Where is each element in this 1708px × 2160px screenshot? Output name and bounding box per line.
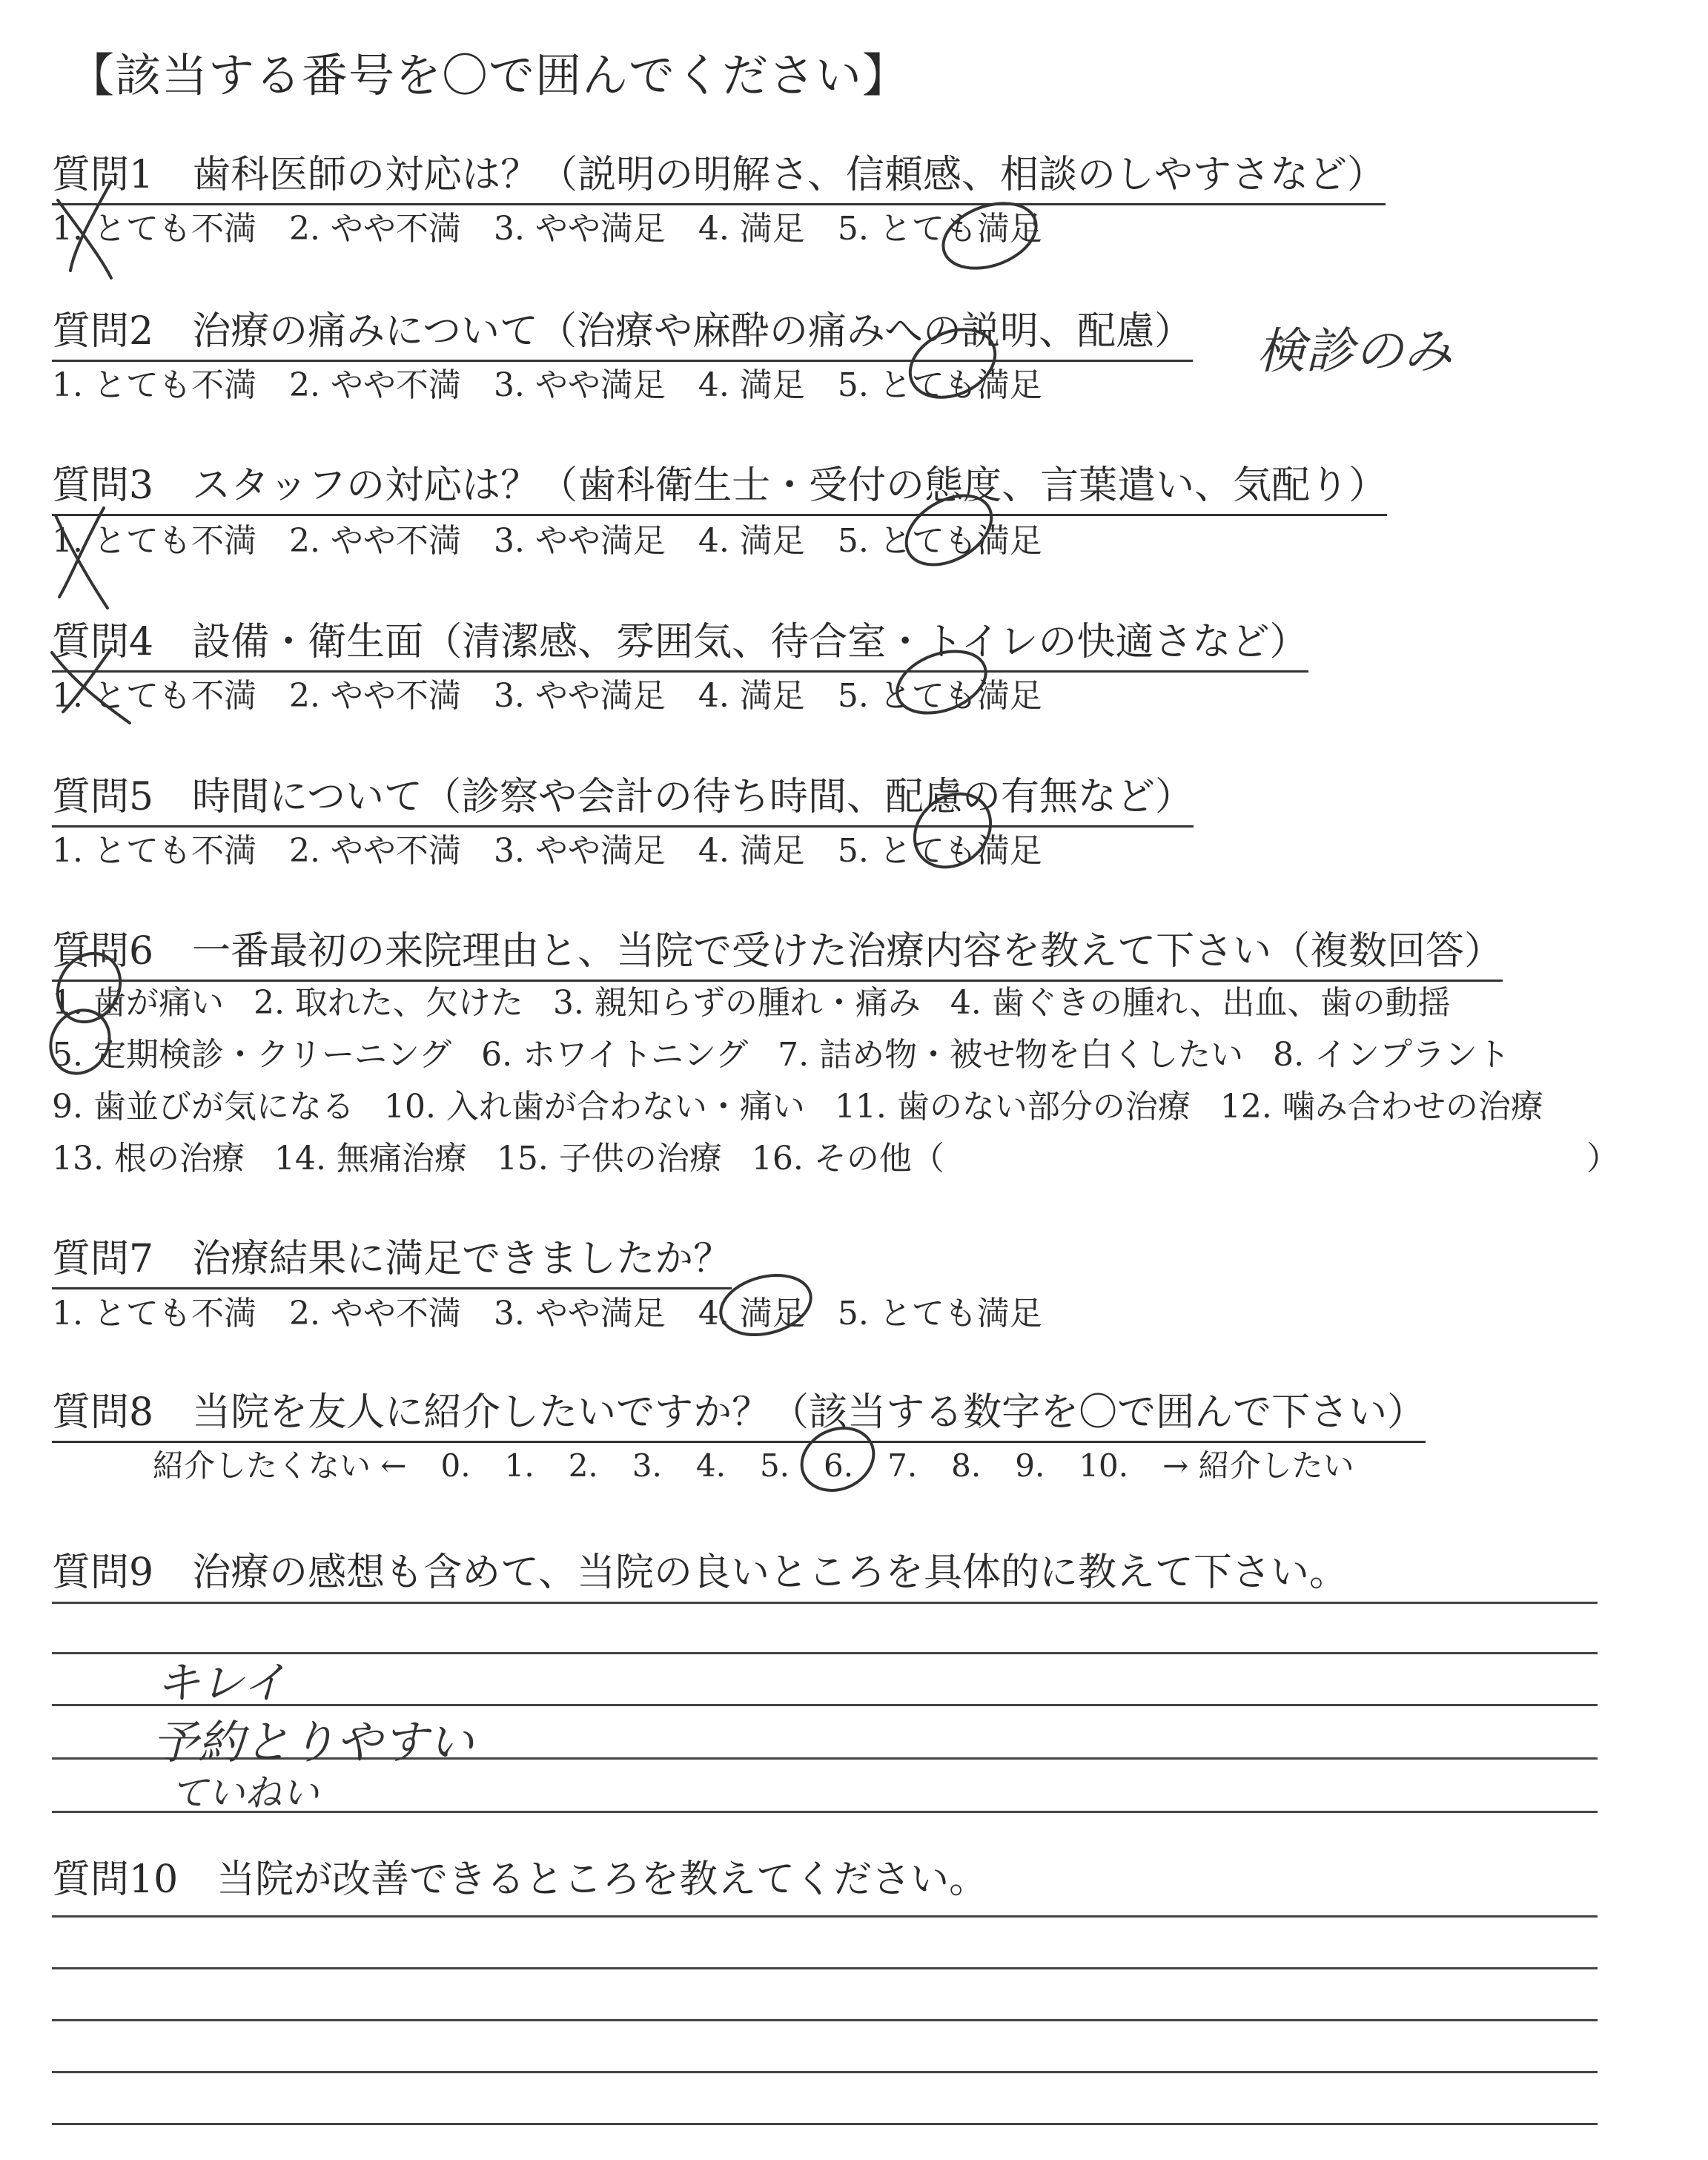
q6-option-4[interactable]: 4. 歯ぐきの腫れ、出血、歯の動揺 xyxy=(950,984,1451,1022)
q5-options xyxy=(52,824,1075,871)
q4-option-2[interactable]: 2. やや不満 xyxy=(288,677,461,715)
q2-option-3[interactable]: 3. やや満足 xyxy=(493,366,666,404)
q8-number-7[interactable]: 7. xyxy=(887,1447,918,1484)
q6-option-9[interactable]: 9. 歯並びが気になる xyxy=(52,1088,354,1126)
q1-options xyxy=(52,202,1075,249)
q4-option-4[interactable]: 4. 満足 xyxy=(698,677,805,715)
q1-label: 質問1 歯科医師の対応は？（説明の明解さ、信頼感、相談のしやすさなど） xyxy=(52,143,1386,205)
q6-option-16[interactable]: 16. その他（ xyxy=(751,1140,944,1178)
q7-option-2[interactable]: 2. やや不満 xyxy=(288,1295,461,1332)
q3-option-1[interactable]: 1. とても不満 xyxy=(52,522,256,560)
q3-option-2[interactable]: 2. やや不満 xyxy=(288,522,461,560)
q10-answer-line-2 xyxy=(52,1967,1598,1969)
q6-option-14[interactable]: 14. 無痛治療 xyxy=(274,1140,467,1178)
q9-answer-1[interactable]: キレイ xyxy=(156,1657,287,1709)
q8-label: 質問8 当院を友人に紹介したいですか？（該当する数字を〇で囲んで下さい） xyxy=(52,1381,1426,1443)
q1-option-5[interactable]: 5. とても満足 xyxy=(837,210,1042,248)
q3-option-4[interactable]: 4. 満足 xyxy=(698,522,805,560)
q7-option-5[interactable]: 5. とても満足 xyxy=(837,1295,1042,1332)
q8-number-6[interactable]: 6. xyxy=(824,1447,854,1484)
q10-answer-line-5 xyxy=(52,2123,1598,2125)
q6-options-row-4 xyxy=(52,1132,974,1179)
q10-answer-line-1 xyxy=(52,1915,1598,1918)
q2-option-2[interactable]: 2. やや不満 xyxy=(288,366,461,404)
q7-option-4[interactable]: 4. 満足 xyxy=(698,1295,805,1332)
q1-option-4[interactable]: 4. 満足 xyxy=(698,210,805,248)
q6-option-7[interactable]: 7. 詰め物・被せ物を白くしたい xyxy=(778,1036,1244,1074)
q6-option-10[interactable]: 10. 入れ歯が合わない・痛い xyxy=(383,1088,805,1126)
q2-options xyxy=(52,358,1075,406)
q5-label: 質問5 時間について（診察や会計の待ち時間、配慮の有無など） xyxy=(52,765,1194,828)
q6-options-row-1 xyxy=(52,976,1480,1023)
q9-answer-line-1 xyxy=(52,1602,1598,1604)
q9-answer-3[interactable]: ていねい xyxy=(171,1771,319,1814)
q4-option-5[interactable]: 5. とても満足 xyxy=(837,677,1042,715)
q6-option-5[interactable]: 5. 定期検診・クリーニング xyxy=(52,1036,452,1074)
q1-option-1[interactable]: 1. とても不満 xyxy=(52,210,256,248)
q2-handwritten-note: 検診のみ xyxy=(1257,323,1452,380)
q6-option-1[interactable]: 1. 歯が痛い xyxy=(52,984,224,1022)
q7-options xyxy=(52,1287,1075,1334)
q8-number-5[interactable]: 5. xyxy=(759,1447,790,1484)
q9-answer-2[interactable]: 予約とりやすい xyxy=(152,1715,474,1769)
q1-option-2[interactable]: 2. やや不満 xyxy=(288,210,461,248)
q3-option-5[interactable]: 5. とても満足 xyxy=(837,522,1042,560)
q6-option-15[interactable]: 15. 子供の治療 xyxy=(496,1140,722,1178)
q1-option-3[interactable]: 3. やや満足 xyxy=(493,210,666,248)
q8-scale-right-label: → 紹介したい xyxy=(1162,1447,1354,1484)
q8-scale-left-label: 紹介したくない ← xyxy=(153,1447,407,1484)
q8-number-2[interactable]: 2. xyxy=(568,1447,598,1484)
q9-label: 質問9 治療の感想も含めて、当院の良いところを具体的に教えて下さい。 xyxy=(52,1550,1348,1595)
q5-option-4[interactable]: 4. 満足 xyxy=(698,832,805,870)
q4-options xyxy=(52,669,1075,716)
q2-option-4[interactable]: 4. 満足 xyxy=(698,366,805,404)
q8-number-3[interactable]: 3. xyxy=(632,1447,662,1484)
q6-options-row-3 xyxy=(52,1080,1573,1127)
q10-label: 質問10 当院が改善できるところを教えてください。 xyxy=(52,1857,988,1902)
q6-option-13[interactable]: 13. 根の治療 xyxy=(52,1140,245,1178)
q10-answer-line-4 xyxy=(52,2071,1598,2073)
q8-scale xyxy=(153,1441,1388,1486)
q2-option-1[interactable]: 1. とても不満 xyxy=(52,366,256,404)
q3-options xyxy=(52,514,1075,561)
q6-other-close-paren: ） xyxy=(1586,1140,1619,1178)
q6-option-3[interactable]: 3. 親知らずの腫れ・痛み xyxy=(552,984,921,1022)
q5-option-2[interactable]: 2. やや不満 xyxy=(288,832,461,870)
q8-number-1[interactable]: 1. xyxy=(504,1447,534,1484)
q8-number-4[interactable]: 4. xyxy=(695,1447,726,1484)
q6-option-11[interactable]: 11. 歯のない部分の治療 xyxy=(834,1088,1191,1126)
instruction-heading: 【該当する番号を〇で囲んでください】 xyxy=(68,48,910,102)
q7-option-3[interactable]: 3. やや満足 xyxy=(493,1295,666,1332)
q6-options-row-2 xyxy=(52,1028,1540,1075)
q5-option-3[interactable]: 3. やや満足 xyxy=(493,832,666,870)
q6-option-2[interactable]: 2. 取れた、欠けた xyxy=(253,984,523,1022)
q8-number-8[interactable]: 8. xyxy=(951,1447,982,1484)
q6-label: 質問6 一番最初の来院理由と、当院で受けた治療内容を教えて下さい（複数回答） xyxy=(52,919,1503,982)
q2-option-5[interactable]: 5. とても満足 xyxy=(837,366,1042,404)
q8-number-9[interactable]: 9. xyxy=(1015,1447,1045,1484)
q10-answer-line-3 xyxy=(52,2019,1598,2021)
q3-option-3[interactable]: 3. やや満足 xyxy=(493,522,666,560)
q8-number-10[interactable]: 10. xyxy=(1079,1447,1129,1484)
q8-number-0[interactable]: 0. xyxy=(440,1447,471,1484)
q5-option-1[interactable]: 1. とても不満 xyxy=(52,832,256,870)
q6-option-6[interactable]: 6. ホワイトニング xyxy=(481,1036,749,1074)
q7-label: 質問7 治療結果に満足できましたか？ xyxy=(52,1227,732,1289)
q6-option-12[interactable]: 12. 噛み合わせの治療 xyxy=(1219,1088,1543,1126)
q4-label: 質問4 設備・衛生面（清潔感、雰囲気、待合室・トイレの快適さなど） xyxy=(52,610,1308,673)
q7-option-1[interactable]: 1. とても不満 xyxy=(52,1295,256,1332)
q4-option-1[interactable]: 1. とても不満 xyxy=(52,677,256,715)
q3-label: 質問3 スタッフの対応は？（歯科衛生士・受付の態度、言葉遣い、気配り） xyxy=(52,454,1387,516)
q2-label: 質問2 治療の痛みについて（治療や麻酔の痛みへの説明、配慮） xyxy=(52,300,1193,362)
q6-option-8[interactable]: 8. インプラント xyxy=(1273,1036,1511,1074)
q5-option-5[interactable]: 5. とても満足 xyxy=(837,832,1042,870)
q4-option-3[interactable]: 3. やや満足 xyxy=(493,677,666,715)
